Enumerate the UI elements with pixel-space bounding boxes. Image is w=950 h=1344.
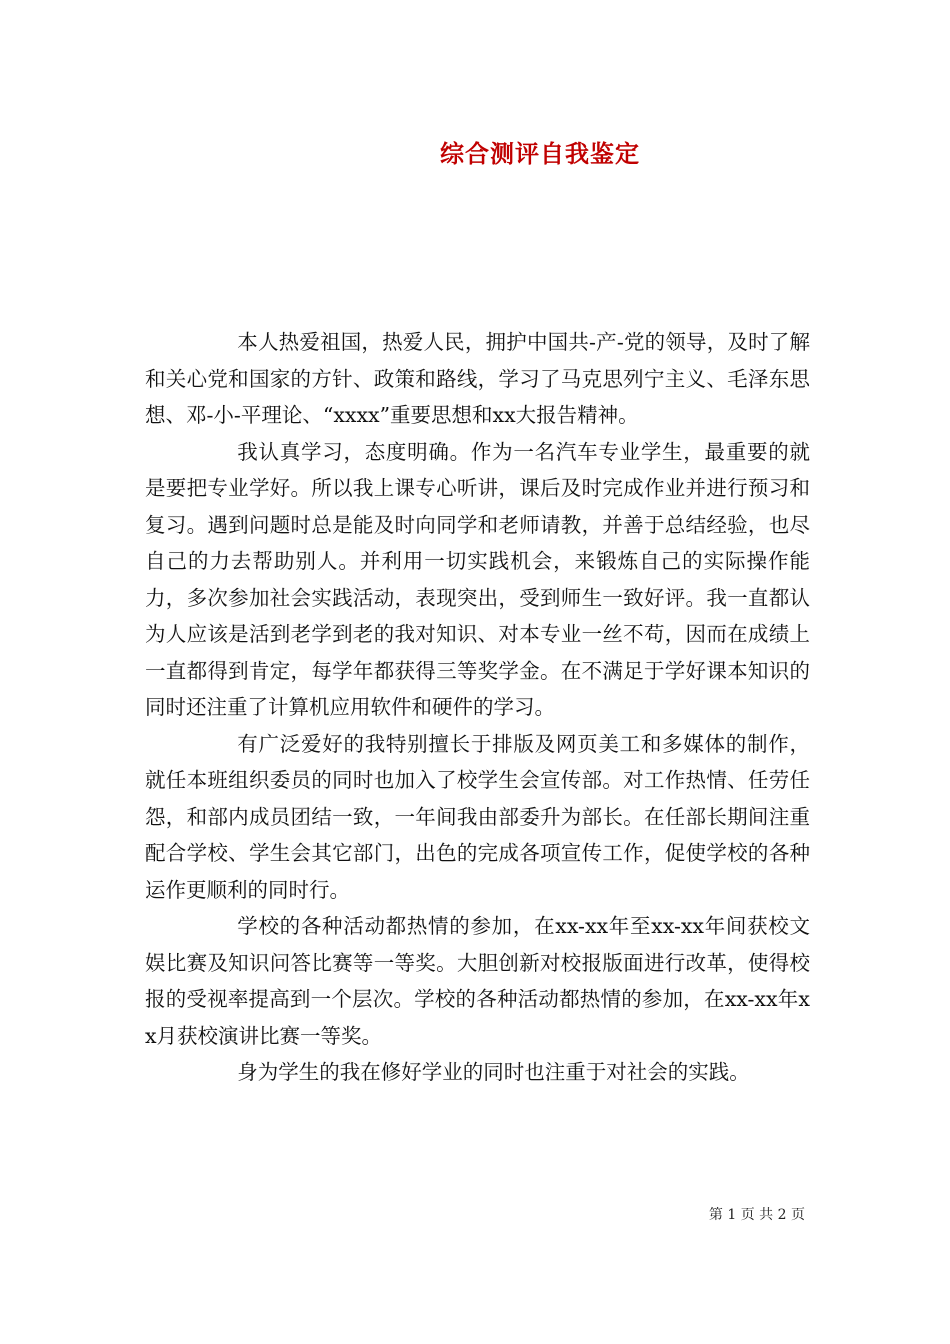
paragraph-5: 身为学生的我在修好学业的同时也注重于对社会的实践。 xyxy=(237,1060,750,1084)
paragraph-2: 我认真学习，态度明确。作为一名汽车专业学生，最重要的就是要把专业学好。所以我上课专心听讲，课后及时完成作业并进行预习和复习。遇到问题时总是能及时向同学和老师请教，并善于总结经验，也尽自己的力去帮助别人。并利用一切实践机会，来锻炼自己的实际操作能力，多次参加社会实践活动，表现突出，受到师生一致好评。我一直都认为人应该是活到老学到老的我对知识、对本专业一丝不苟，因而在成绩上一直都得到肯定，每学年都获得三等奖学金。在不满足于学好课本知识的同时还注重了计算机应用软件和硬件的学习。 xyxy=(145,439,810,719)
page-number-indicator: 第 1 页 共 2 页 xyxy=(708,1207,805,1223)
paragraph-4: 学校的各种活动都热情的参加，在xx-xx年至xx-xx年间获校文娱比赛及知识问答比赛等一等奖。大胆创新对校报版面进行改革，使得校报的受视率提高到一个层次。学校的各种活动都热情的参加，在xx-xx年xx月获校演讲比赛一等奖。 xyxy=(145,914,810,1048)
document-title: 综合测评自我鉴定 xyxy=(440,139,640,168)
paragraph-3: 有广泛爱好的我特别擅长于排版及网页美工和多媒体的制作，就任本班组织委员的同时也加入了校学生会宣传部。对工作热情、任劳任怨，和部内成员团结一致，一年间我由部委升为部长。在任部长期间注重配合学校、学生会其它部门，出色的完成各项宣传工作，促使学校的各种运作更顺利的同时行。 xyxy=(145,731,810,902)
paragraph-1: 本人热爱祖国，热爱人民，拥护中国共-产-党的领导，及时了解和关心党和国家的方针、政策和路线，学习了马克思列宁主义、毛泽东思想、邓-小-平理论、“xxxx”重要思想和xx大报告精神。 xyxy=(145,330,810,427)
document-body xyxy=(145,324,810,1091)
